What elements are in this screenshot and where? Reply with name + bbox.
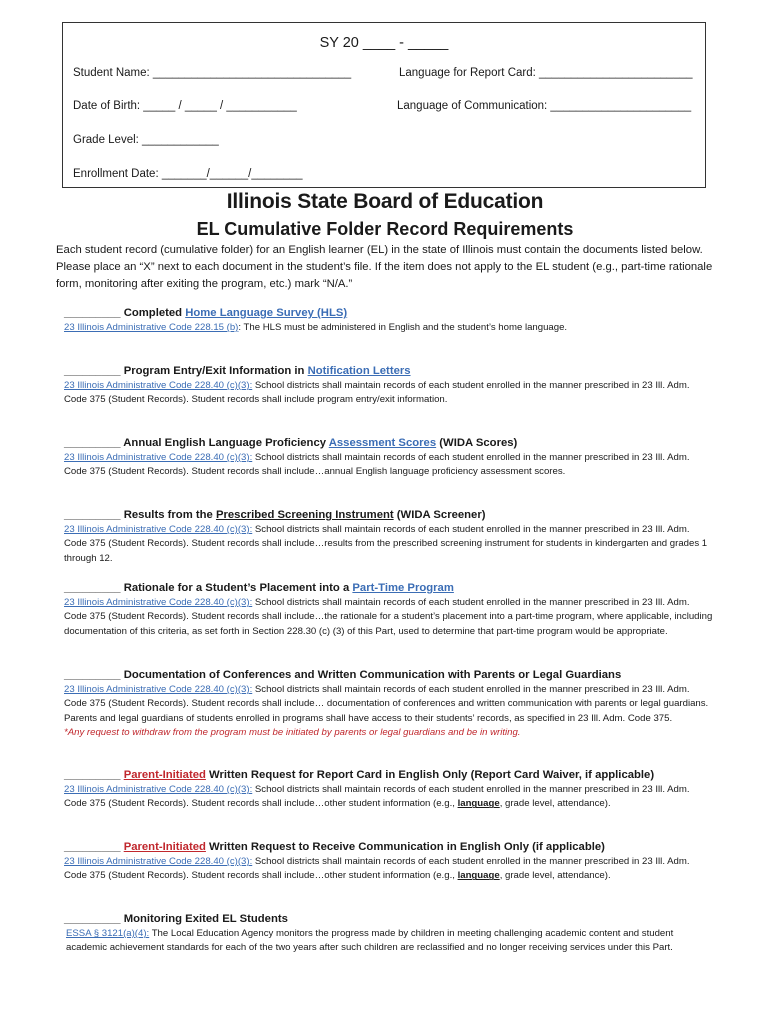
item-description: School districts shall maintain records of each student enrolled in the manner prescribed in 23 Ill. Adm. Code 375 (Student Records). Student records shall include…the rationale for a student’s placement into a part-time program, where applicable, including documentation of this criteria, as set forth in Section 228.30 (c) (3) of this Part, used to determine that part-time program would be appropriate. [64, 597, 713, 637]
checklist-item-report-card-waiver [64, 768, 714, 812]
parent-initiated-text: Parent-Initiated [123, 769, 206, 781]
item-title: Written Request to Receive Communication in English Only (if applicable) [205, 841, 605, 853]
checklist-item-monitoring [64, 912, 714, 956]
item-description: School districts shall maintain records of each student enrolled in the manner prescribed in 23 Ill. Adm. Code 375 (Student Records). Student records shall include… documentation of conferences and written communication with parents or legal guardians. Parents and legal guardians of students enrolled in programs shall have access to their students’ records, as specified in 23 Ill. Adm. Code 375. [64, 684, 709, 724]
code-link[interactable]: 23 Illinois Administrative Code 228.15 (b) [64, 322, 239, 333]
item-title: Completed [123, 307, 186, 319]
grade-level-field[interactable]: Grade Level: ____________ [73, 134, 219, 146]
check-blank[interactable]: _________ [64, 437, 124, 449]
screening-instrument-text: Prescribed Screening Instrument [215, 509, 394, 521]
code-link[interactable]: 23 Illinois Administrative Code 228.40 (c)(3): [64, 597, 253, 608]
item-title: Results from the [123, 509, 216, 521]
checklist-item-screening [64, 508, 714, 566]
check-blank[interactable]: _________ [64, 307, 124, 319]
item-description: School districts shall maintain records of each student enrolled in the manner prescribed in 23 Ill. Adm. Code 375 (Student Records). Student records shall include…other student information (e.g., [64, 856, 690, 882]
hls-link[interactable]: Home Language Survey (HLS) [185, 307, 348, 319]
page-title: Illinois State Board of Education [226, 190, 544, 213]
check-blank[interactable]: _________ [64, 582, 124, 594]
item-description: School districts shall maintain records of each student enrolled in the manner prescribed in 23 Ill. Adm. Code 375 (Student Records). Student records shall include…other student information (e.g., [64, 784, 690, 810]
item-description-end: , grade level, attendance). [499, 870, 611, 882]
code-link[interactable]: 23 Illinois Administrative Code 228.40 (c)(3): [64, 452, 253, 463]
language-report-card-field[interactable]: Language for Report Card: ________________________ [399, 67, 693, 79]
checklist-item-part-time [64, 581, 714, 639]
essa-link[interactable]: ESSA § 3121(a)(4): [66, 928, 150, 939]
school-year-field[interactable]: SY 20 ____ - _____ [319, 35, 449, 51]
checklist-item-english-communication [64, 840, 714, 884]
code-link[interactable]: 23 Illinois Administrative Code 228.40 (c)(3): [64, 380, 253, 391]
code-link[interactable]: 23 Illinois Administrative Code 228.40 (c)(3): [64, 784, 253, 795]
language-emphasis: language [457, 798, 500, 810]
notification-letters-link[interactable]: Notification Letters [307, 365, 411, 377]
language-emphasis: language [457, 870, 500, 882]
code-link[interactable]: 23 Illinois Administrative Code 228.40 (c)(3): [64, 684, 253, 695]
item-description: School districts shall maintain records of each student enrolled in the manner prescribed in 23 Ill. Adm. Code 375 (Student Records). Student records shall include…results from the prescribed screening instrument for students in kindergarten and grades 1 through 12. [64, 524, 708, 564]
check-blank[interactable]: _________ [64, 769, 124, 781]
check-blank[interactable]: _________ [64, 509, 124, 521]
item-description-end: , grade level, attendance). [499, 798, 611, 810]
parent-initiated-text: Parent-Initiated [123, 841, 206, 853]
item-title: Documentation of Conferences and Written Communication with Parents or Legal Guardians [123, 669, 622, 681]
item-title: Rationale for a Student’s Placement into a [123, 582, 353, 594]
checklist-item-hls [64, 306, 714, 335]
assessment-scores-link[interactable]: Assessment Scores [328, 437, 437, 449]
item-title: Monitoring Exited EL Students [123, 913, 288, 925]
student-info-box [62, 22, 706, 188]
language-communication-field[interactable]: Language of Communication: ______________________ [397, 100, 692, 112]
checklist-item-notification-letters [64, 364, 714, 408]
item-description: School districts shall maintain records of each student enrolled in the manner prescribed in 23 Ill. Adm. Code 375 (Student Records). Student records shall include…annual English language proficiency assessment scores. [64, 452, 690, 478]
item-title: Program Entry/Exit Information in [123, 365, 308, 377]
item-title-suffix: (WIDA Screener) [393, 509, 486, 521]
enrollment-date-field[interactable]: Enrollment Date: _______/______/________ [73, 168, 303, 180]
check-blank[interactable]: _________ [64, 913, 124, 925]
check-blank[interactable]: _________ [64, 365, 124, 377]
item-description: School districts shall maintain records of each student enrolled in the manner prescribed in 23 Ill. Adm. Code 375 (Student Records). Student records shall include program entry/exit information. [64, 380, 690, 406]
checklist-item-assessment-scores [64, 436, 714, 480]
date-of-birth-field[interactable]: Date of Birth: _____ / _____ / ___________ [73, 100, 297, 112]
student-name-field[interactable]: Student Name: _______________________________ [73, 67, 352, 79]
code-link[interactable]: 23 Illinois Administrative Code 228.40 (c)(3): [64, 524, 253, 535]
item-title: Annual English Language Proficiency [123, 437, 329, 449]
checklist-item-conferences [64, 668, 714, 741]
check-blank[interactable]: _________ [64, 841, 124, 853]
intro-paragraph: Each student record (cumulative folder) for an English learner (EL) in the state of Illinois must contain the documents listed below. Please place an “X” next to each document in the student’s file. If the item does not apply to the EL student (e.g., part-time rationale form, monitoring after exiting the program, etc.) mark “N/A.” [56, 244, 713, 290]
check-blank[interactable]: _________ [64, 669, 124, 681]
part-time-program-link[interactable]: Part-Time Program [352, 582, 454, 594]
item-title: Written Request for Report Card in English Only (Report Card Waiver, if applicable) [205, 769, 655, 781]
code-link[interactable]: 23 Illinois Administrative Code 228.40 (c)(3): [64, 856, 253, 867]
item-description: : The HLS must be administered in English and the student’s home language. [238, 322, 568, 333]
item-title-suffix: (WIDA Scores) [436, 437, 518, 449]
withdraw-note: *Any request to withdraw from the program must be initiated by parents or legal guardians and be in writing. [64, 727, 521, 739]
page-subtitle: EL Cumulative Folder Record Requirements [196, 219, 574, 239]
item-description: The Local Education Agency monitors the progress made by children in meeting challenging academic content and student academic achievement standards for each of the two years after such children are reclassified and no longer receiving services under this Part. [66, 928, 674, 954]
